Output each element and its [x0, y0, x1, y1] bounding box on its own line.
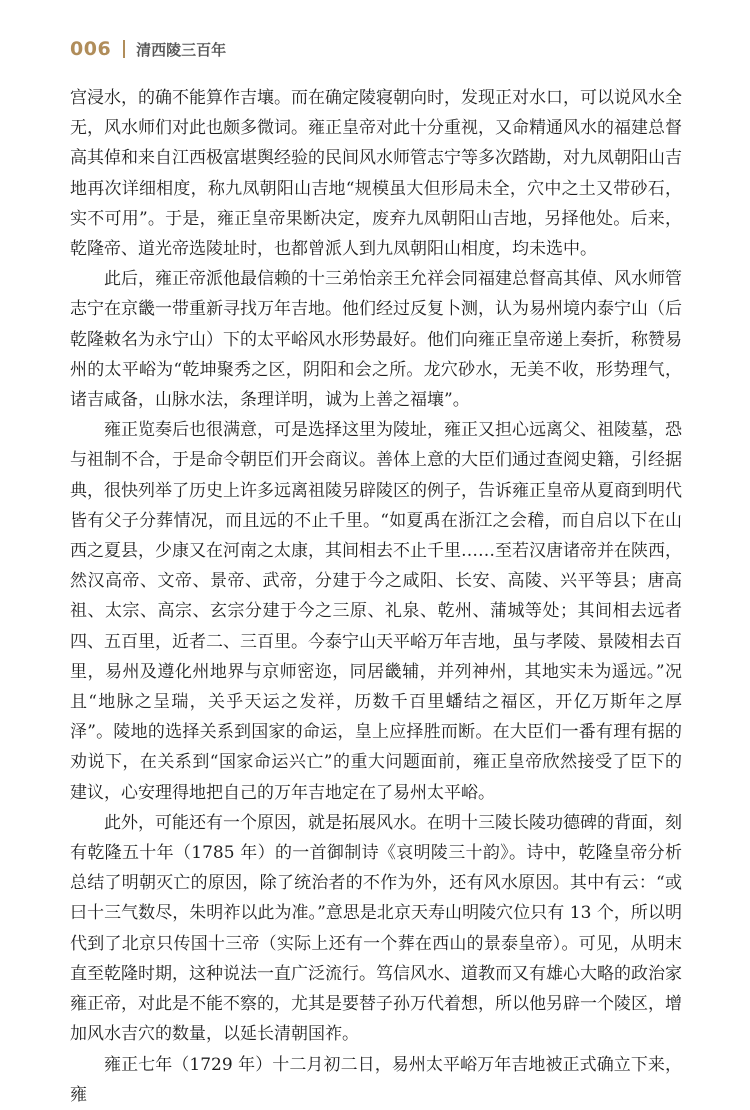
- running-title: 清西陵三百年: [136, 40, 227, 59]
- page-number: 006: [70, 38, 112, 60]
- paragraph: 此外，可能还有一个原因，就是拓展风水。在明十三陵长陵功德碑的背面，刻有乾隆五十年（1785 年）的一首御制诗《哀明陵三十韵》。诗中，乾隆皇帝分析总结了明朝灭亡的原因，除了统治者的不作为外，还有风水原因。其中有云：“或曰十三气数尽，朱明祚以此为准。”意思是北京天寿山明陵穴位只有 13 个，所以明代到了北京只传国十三帝（实际上还有一个葬在西山的景泰皇帝）。可见，从明末直至乾隆时期，这种说法一直广泛流行。笃信风水、道教而又有雄心大略的政治家雍正帝，对此是不能不察的，尤其是要替子孙万代着想，所以他另辟一个陵区，增加风水吉穴的数量，以延长清朝国祚。: [70, 812, 682, 1045]
- page-header: [70, 32, 226, 66]
- header-divider: [123, 40, 125, 58]
- paragraph: 此后，雍正帝派他最信赖的十三弟怡亲王允祥会同福建总督高其倬、风水师管志宁在京畿一带重新寻找万年吉地。他们经过反复卜测，认为易州境内泰宁山（后乾隆敕名为永宁山）下的太平峪风水形势最好。他们向雍正皇帝递上奏折，称赞易州的太平峪为“乾坤聚秀之区，阴阳和会之所。龙穴砂水，无美不收，形势理气，诸吉咸备，山脉水法，条理详明，诚为上善之福壤”。: [70, 269, 682, 411]
- paragraph-continued: 宫浸水，的确不能算作吉壤。而在确定陵寝朝向时，发现正对水口，可以说风水全无，风水师们对此也颇多微词。雍正皇帝对此十分重视，又命精通风水的福建总督高其倬和来自江西极富堪舆经验的民间风水师管志宁等多次踏勘，对九凤朝阳山吉地再次详细相度，称九凤朝阳山吉地“规模虽大但形局未全，穴中之土又带砂石，实不可用”。于是，雍正皇帝果断决定，废弃九凤朝阳山吉地，另择他处。后来，乾隆帝、道光帝选陵址时，也都曾派人到九凤朝阳山相度，均未选中。: [70, 88, 682, 260]
- paragraph: 雍正览奏后也很满意，可是选择这里为陵址，雍正又担心远离父、祖陵墓，恐与祖制不合，于是命令朝臣们开会商议。善体上意的大臣们通过查阅史籍，引经据典，很快列举了历史上许多远离祖陵另辟陵区的例子，告诉雍正皇帝从夏商到明代皆有父子分葬情况，而且远的不止千里。“如夏禹在浙江之会稽，而自启以下在山西之夏县，少康又在河南之太康，其间相去不止千里……至若汉唐诸帝并在陕西，然汉高帝、文帝、景帝、武帝，分建于今之咸阳、长安、高陵、兴平等县；唐高祖、太宗、高宗、玄宗分建于今之三原、礼泉、乾州、蒲城等处；其间相去远者四、五百里，近者二、三百里。今泰宁山天平峪万年吉地，虽与孝陵、景陵相去百里，易州及遵化州地界与京师密迩，同居畿辅，并列神州，其地实未为遥远。”况且“地脉之呈瑞，关乎天运之发祥，历数千百里蟠结之福区，开亿万斯年之厚泽”。陵地的选择关系到国家的命运，皇上应择胜而断。在大臣们一番有理有据的劝说下，在关系到“国家命运兴亡”的重大问题面前，雍正皇帝欣然接受了臣下的建议，心安理得地把自己的万年吉地定在了易州太平峪。: [70, 420, 682, 803]
- body-text: [70, 83, 682, 1110]
- paragraph: 雍正七年（1729 年）十二月初二日，易州太平峪万年吉地被正式确立下来，雍: [70, 1054, 682, 1105]
